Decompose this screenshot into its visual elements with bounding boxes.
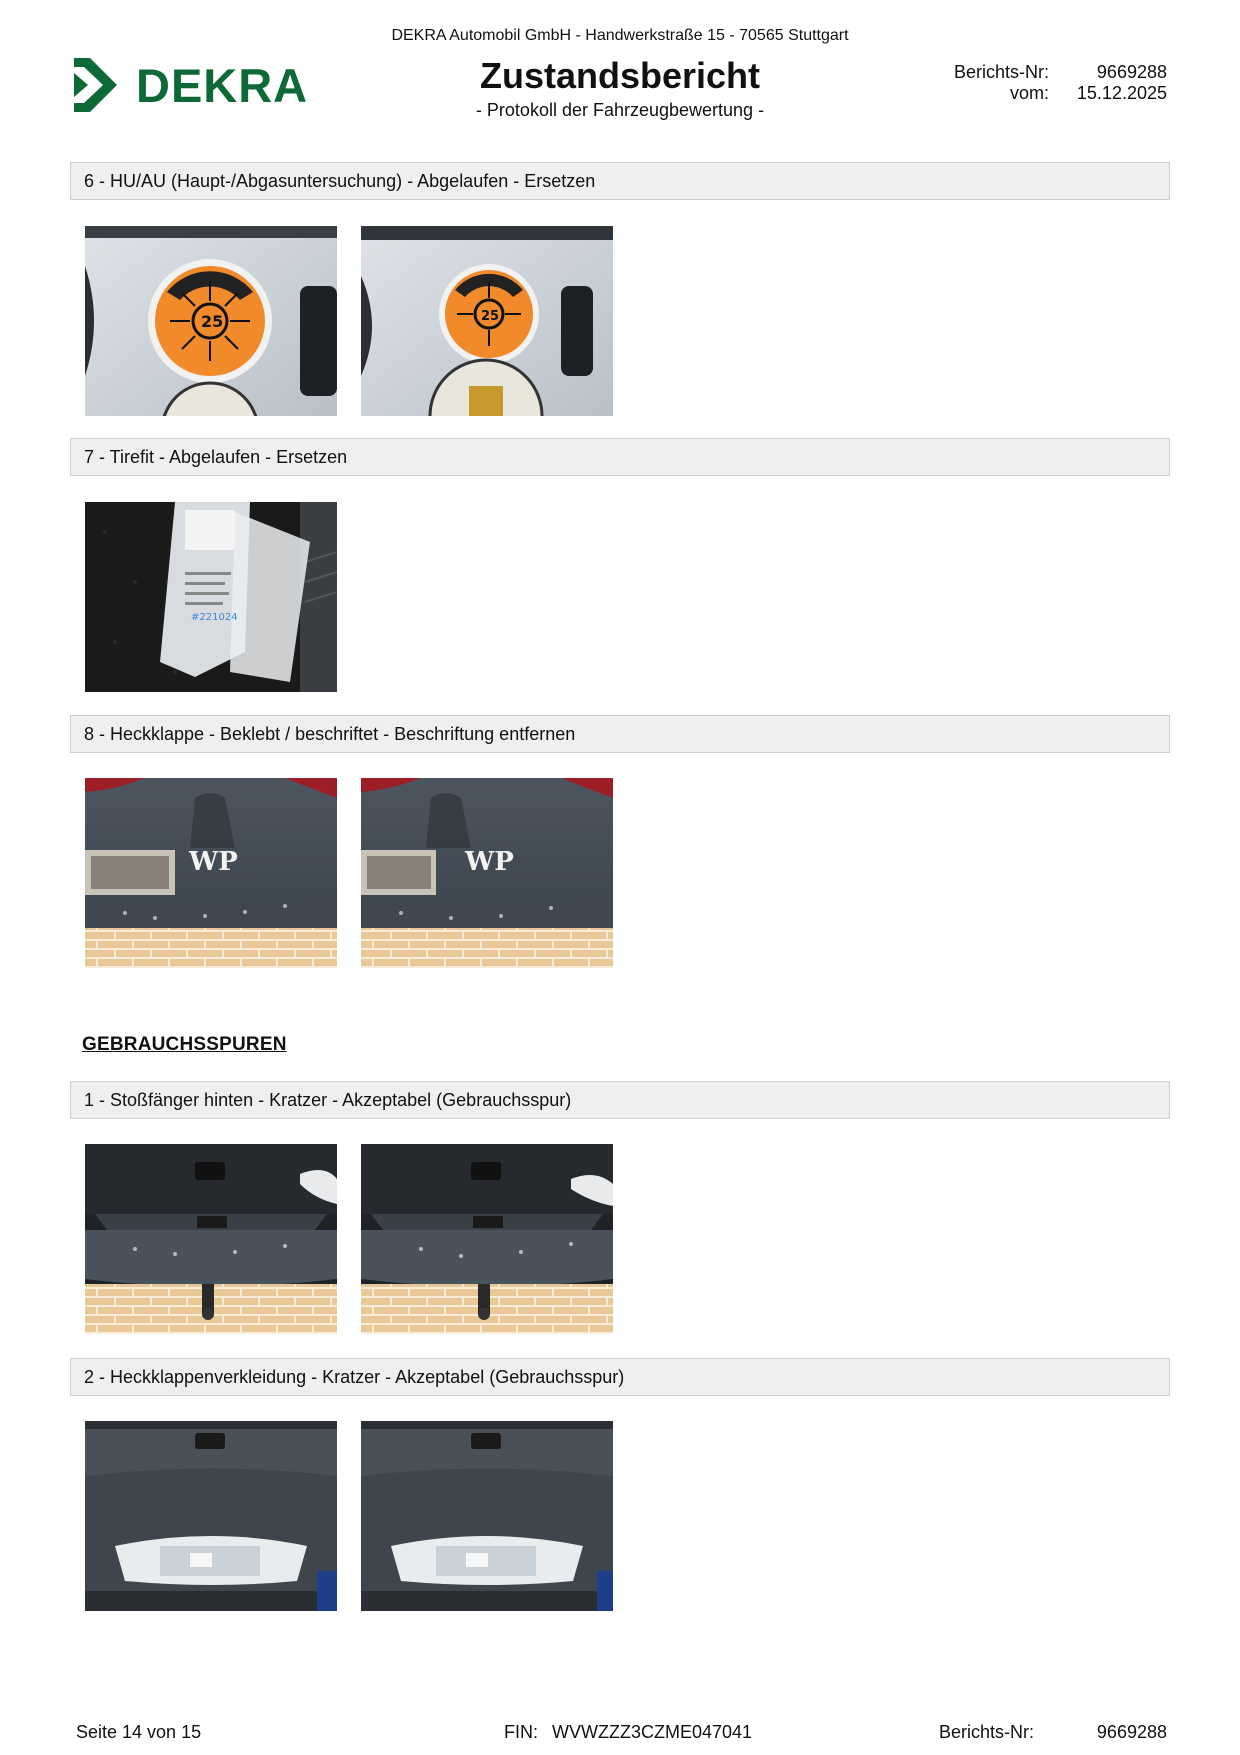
svg-text:WP: WP (465, 847, 514, 877)
report-meta (939, 62, 1167, 104)
hu-sticker-photo[interactable] (361, 226, 613, 416)
wear-heading: GEBRAUCHSSPUREN (82, 1034, 287, 1055)
rear-bumper-photo[interactable] (85, 1144, 337, 1334)
tailgate-trim-photo[interactable] (361, 1421, 613, 1611)
svg-text:#221024: #221024 (191, 612, 238, 623)
tirefit-photo[interactable] (85, 502, 337, 692)
dekra-logo-text: DEKRA (136, 59, 309, 112)
section-7-header: 7 - Tirefit - Abgelaufen - Ersetzen (70, 438, 1170, 476)
svg-text:WP: WP (189, 847, 238, 877)
tailgate-sticker-photo[interactable] (361, 778, 613, 968)
wear-section-2-header: 2 - Heckklappenverkleidung - Kratzer - Akzeptabel (Gebrauchsspur) (70, 1358, 1170, 1396)
footer-report-number (939, 1722, 1167, 1743)
wear-section-1-header: 1 - Stoßfänger hinten - Kratzer - Akzeptabel (Gebrauchsspur) (70, 1081, 1170, 1119)
svg-text:25: 25 (481, 309, 500, 324)
fin-value: WVWZZZ3CZME047041 (552, 1722, 753, 1742)
page-number: Seite 14 von 15 (76, 1722, 202, 1742)
report-title: Zustandsbericht (479, 55, 761, 96)
hu-sticker-photo[interactable] (85, 226, 337, 416)
tailgate-sticker-photo[interactable] (85, 778, 337, 968)
section-8-header: 8 - Heckklappe - Beklebt / beschriftet - Beschriftung entfernen (70, 715, 1170, 753)
footer-report-number-label: Berichts-Nr: (939, 1722, 1035, 1742)
rear-bumper-photo[interactable] (361, 1144, 613, 1334)
report-number-label: Berichts-Nr: (953, 62, 1049, 82)
tailgate-trim-photo[interactable] (85, 1421, 337, 1611)
footer-report-number-value: 9669288 (1096, 1722, 1167, 1742)
section-6-header: 6 - HU/AU (Haupt-/Abgasuntersuchung) - Abgelaufen - Ersetzen (70, 162, 1170, 200)
fin-field (504, 1722, 752, 1743)
report-date-label: vom: (1009, 83, 1049, 103)
report-number: 9669288 (1096, 62, 1167, 82)
svg-text:25: 25 (201, 312, 224, 331)
report-date: 15.12.2025 (1076, 83, 1167, 103)
company-address-line: DEKRA Automobil GmbH - Handwerkstraße 15 - 70565 Stuttgart (391, 27, 849, 44)
fin-label: FIN: (504, 1722, 538, 1742)
report-subtitle: - Protokoll der Fahrzeugbewertung - (475, 100, 765, 120)
